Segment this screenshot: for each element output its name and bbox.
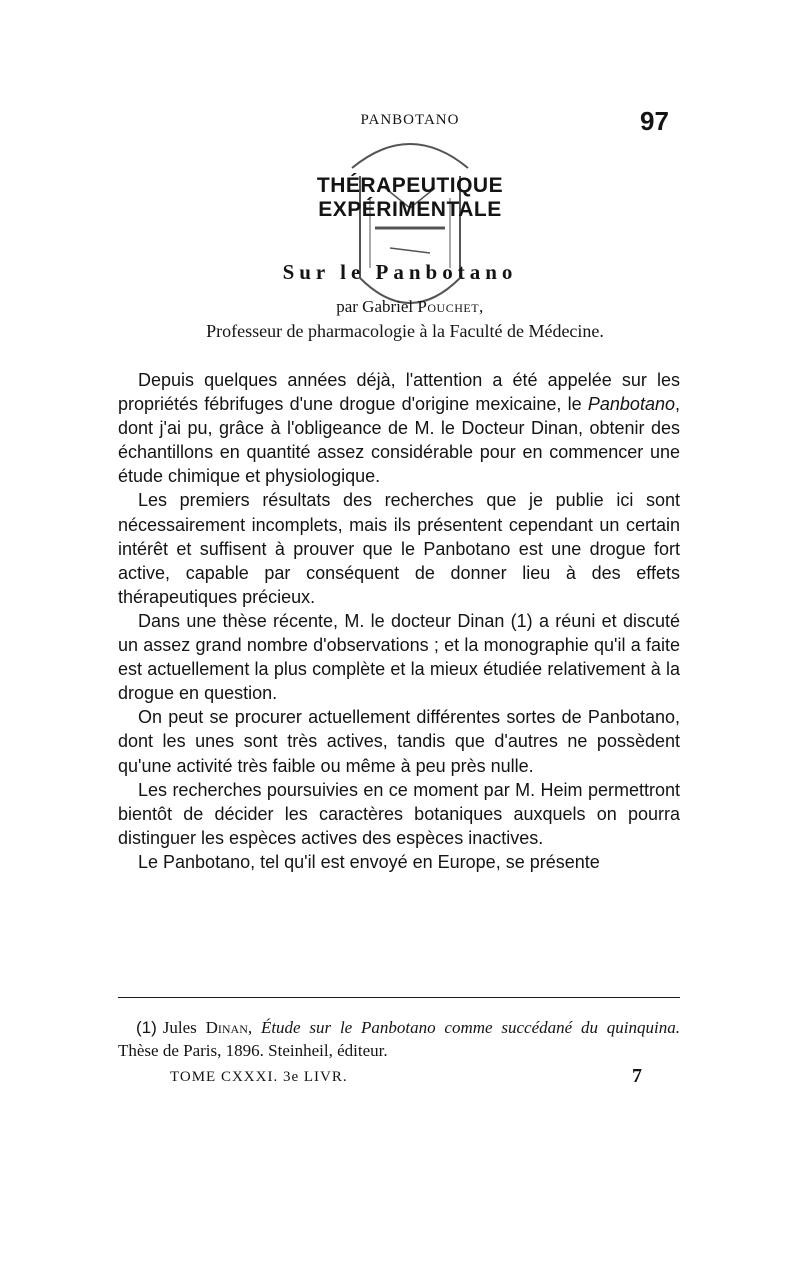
section-title: THÉRAPEUTIQUE EXPÉRIMENTALE bbox=[316, 174, 504, 221]
paragraph-text: , dont j'ai pu, grâce à l'obligeance de M. le Docteur Dinan, obtenir des échantillons en quantité assez considérable pour en commencer une étude chimique et physiologique. bbox=[118, 394, 680, 487]
paragraph bbox=[118, 778, 680, 850]
article-title: Sur le Panbotano bbox=[282, 260, 518, 284]
paragraph-text: Les recherches poursuivies en ce moment par M. Heim permettront bientôt de décider les caractères botaniques auxquels on pourra distinguer les espèces actives des espèces inactives. bbox=[118, 779, 680, 848]
body-text bbox=[118, 368, 680, 874]
author-surname: Pouchet, bbox=[417, 297, 484, 316]
paragraph-text: Dans une thèse récente, M. le docteur Dinan (1) a réuni et discuté un assez grand nombre d'observations ; et la monographie qu'il a faite est actuellement la plus complète et la mieux étudiée relativement à la drogue en question. bbox=[118, 610, 680, 704]
paragraph-text: Le Panbotano, tel qu'il est envoyé en Europe, se présente bbox=[138, 851, 600, 872]
paragraph bbox=[118, 488, 680, 608]
paragraph bbox=[118, 368, 680, 488]
byline bbox=[260, 297, 560, 317]
paragraph-text: Les premiers résultats des recherches que je publie ici sont nécessairement incomplets, mais ils présentent cependant un certain intérêt et suffisent à prouver que le Panbotano est une drogue fort active, capable par conséquent de donner lieu à des effets thérapeutiques précieux. bbox=[118, 490, 680, 607]
paragraph bbox=[118, 609, 680, 705]
footnote-author-first: Jules bbox=[162, 1018, 197, 1037]
paragraph-text: Depuis quelques années déjà, l'attention a été appelée sur les propriétés fébrifuges d'une drogue d'origine mexicaine, le bbox=[118, 370, 680, 415]
footnote-publication: Thèse de Paris, 1896. Steinheil, éditeur. bbox=[118, 1041, 388, 1060]
byline-prefix: par Gabriel bbox=[336, 297, 414, 316]
footnote-rule bbox=[118, 997, 680, 998]
paragraph bbox=[118, 705, 680, 777]
footnote-title: Étude sur le Panbotano comme succédané du quinquina. bbox=[260, 1018, 680, 1037]
footnote bbox=[118, 1016, 680, 1062]
signature-number: 7 bbox=[632, 1065, 642, 1087]
page-number: 97 bbox=[640, 106, 669, 136]
running-head: PANBOTANO bbox=[360, 112, 460, 128]
paragraph-text: On peut se procurer actuellement différentes sortes de Panbotano, dont les unes sont très actives, tandis que d'autres ne possèdent qu'une activité très faible ou même à peu près nulle. bbox=[118, 707, 680, 776]
footnote-author-last: Dinan, bbox=[205, 1018, 253, 1037]
signature-mark: TOME CXXXI. 3e LIVR. bbox=[170, 1069, 348, 1085]
paragraph bbox=[118, 850, 680, 874]
footnote-ref: (1) bbox=[136, 1018, 157, 1037]
italic-term: Panbotano bbox=[587, 394, 675, 415]
author-affiliation: Professeur de pharmacologie à la Faculté de Médecine. bbox=[206, 321, 604, 341]
